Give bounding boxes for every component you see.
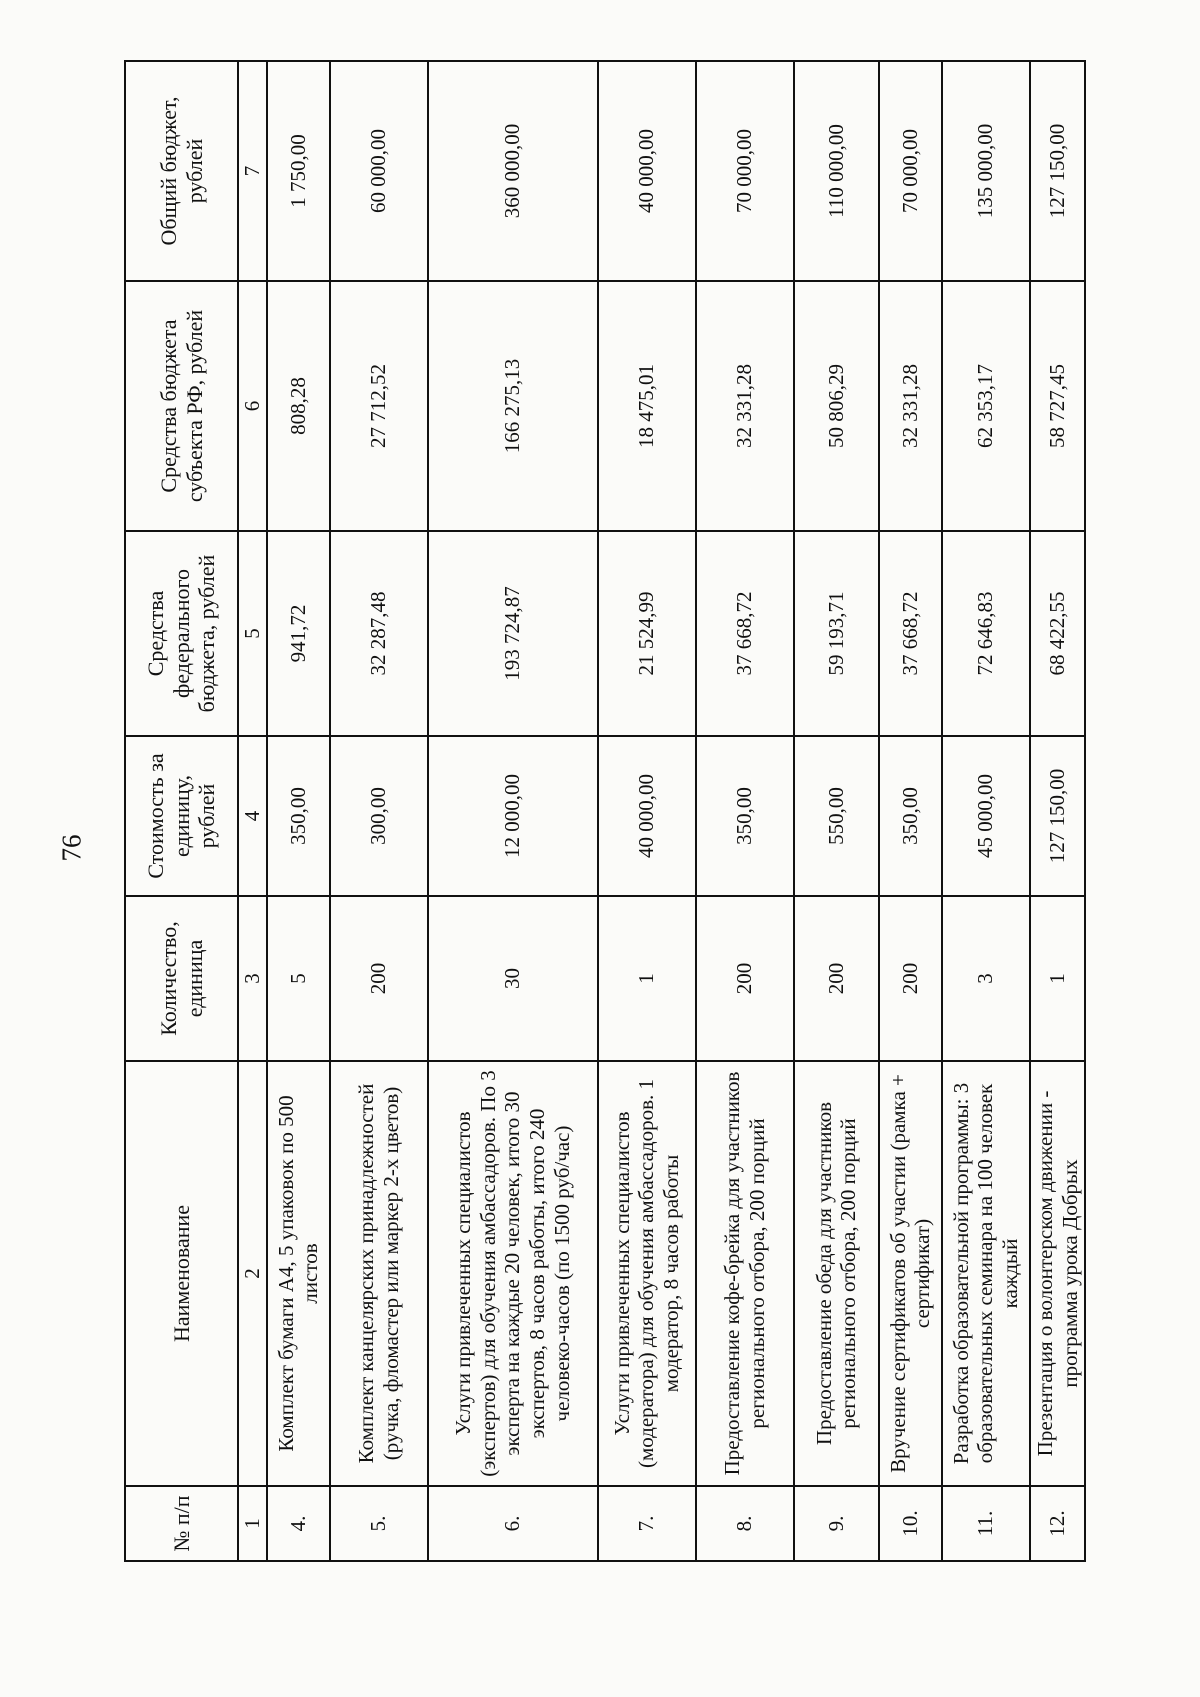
table-row bbox=[794, 61, 879, 1561]
column-number: 4 bbox=[238, 736, 267, 896]
row-unit-cost: 350,00 bbox=[267, 736, 330, 896]
row-regional: 27 712,52 bbox=[330, 281, 428, 531]
column-number: 2 bbox=[238, 1061, 267, 1486]
row-regional: 58 727,45 bbox=[1030, 281, 1086, 531]
row-num: 12. bbox=[1030, 1486, 1086, 1561]
row-unit-cost: 350,00 bbox=[696, 736, 794, 896]
row-total: 110 000,00 bbox=[794, 61, 879, 281]
row-qty: 1 bbox=[598, 896, 696, 1061]
row-federal: 941,72 bbox=[267, 531, 330, 736]
header-total: Общий бюджет, рублей bbox=[125, 61, 238, 281]
table-row bbox=[879, 61, 942, 1561]
page-number: 76 bbox=[56, 834, 87, 862]
table-row bbox=[1030, 61, 1086, 1561]
header-federal: Средства федерального бюджета, рублей bbox=[125, 531, 238, 736]
column-number: 6 bbox=[238, 281, 267, 531]
row-unit-cost: 12 000,00 bbox=[428, 736, 598, 896]
row-regional: 166 275,13 bbox=[428, 281, 598, 531]
row-total: 60 000,00 bbox=[330, 61, 428, 281]
row-qty: 3 bbox=[942, 896, 1030, 1061]
row-name: Предоставление кофе-брейка для участников регионального отбора, 200 порций bbox=[696, 1061, 794, 1486]
row-federal: 37 668,72 bbox=[696, 531, 794, 736]
row-federal: 193 724,87 bbox=[428, 531, 598, 736]
table-row bbox=[598, 61, 696, 1561]
row-num: 11. bbox=[942, 1486, 1030, 1561]
row-num: 4. bbox=[267, 1486, 330, 1561]
row-num: 5. bbox=[330, 1486, 428, 1561]
header-unit-cost: Стоимость за единицу, рублей bbox=[125, 736, 238, 896]
row-total: 360 000,00 bbox=[428, 61, 598, 281]
row-regional: 32 331,28 bbox=[696, 281, 794, 531]
row-qty: 5 bbox=[267, 896, 330, 1061]
row-name: Презентация о волонтерском движении - программа урока Добрых bbox=[1030, 1061, 1086, 1486]
row-name: Разработка образовательной программы: 3 образовательных семинара на 100 человек каждый bbox=[942, 1061, 1030, 1486]
column-number-row bbox=[238, 61, 267, 1561]
row-qty: 200 bbox=[879, 896, 942, 1061]
header-name: Наименование bbox=[125, 1061, 238, 1486]
row-total: 70 000,00 bbox=[696, 61, 794, 281]
row-qty: 1 bbox=[1030, 896, 1086, 1061]
row-total: 1 750,00 bbox=[267, 61, 330, 281]
row-federal: 21 524,99 bbox=[598, 531, 696, 736]
row-name: Предоставление обеда для участников регионального отбора, 200 порций bbox=[794, 1061, 879, 1486]
table-row bbox=[696, 61, 794, 1561]
row-name: Комплект бумаги А4, 5 упаковок по 500 листов bbox=[267, 1061, 330, 1486]
row-name: Комплект канцелярских принадлежностей (ручка, фломастер или маркер 2-х цветов) bbox=[330, 1061, 428, 1486]
row-unit-cost: 45 000,00 bbox=[942, 736, 1030, 896]
row-federal: 37 668,72 bbox=[879, 531, 942, 736]
header-regional: Средства бюджета субъекта РФ, рублей bbox=[125, 281, 238, 531]
row-num: 6. bbox=[428, 1486, 598, 1561]
row-regional: 18 475,01 bbox=[598, 281, 696, 531]
row-federal: 59 193,71 bbox=[794, 531, 879, 736]
row-num: 8. bbox=[696, 1486, 794, 1561]
budget-table bbox=[124, 60, 1086, 1562]
table-header-row bbox=[125, 61, 238, 1561]
header-num: № п/п bbox=[125, 1486, 238, 1561]
row-num: 10. bbox=[879, 1486, 942, 1561]
row-qty: 200 bbox=[794, 896, 879, 1061]
row-num: 7. bbox=[598, 1486, 696, 1561]
row-total: 70 000,00 bbox=[879, 61, 942, 281]
row-unit-cost: 550,00 bbox=[794, 736, 879, 896]
row-qty: 200 bbox=[330, 896, 428, 1061]
row-unit-cost: 300,00 bbox=[330, 736, 428, 896]
row-name: Вручение сертификатов об участии (рамка + сертификат) bbox=[879, 1061, 942, 1486]
table-row bbox=[330, 61, 428, 1561]
column-number: 5 bbox=[238, 531, 267, 736]
row-regional: 62 353,17 bbox=[942, 281, 1030, 531]
rotated-table-container bbox=[124, 62, 1082, 1562]
column-number: 1 bbox=[238, 1486, 267, 1561]
row-regional: 50 806,29 bbox=[794, 281, 879, 531]
row-unit-cost: 350,00 bbox=[879, 736, 942, 896]
row-unit-cost: 127 150,00 bbox=[1030, 736, 1086, 896]
table-row bbox=[267, 61, 330, 1561]
row-total: 127 150,00 bbox=[1030, 61, 1086, 281]
row-qty: 200 bbox=[696, 896, 794, 1061]
row-regional: 808,28 bbox=[267, 281, 330, 531]
row-regional: 32 331,28 bbox=[879, 281, 942, 531]
row-federal: 72 646,83 bbox=[942, 531, 1030, 736]
row-federal: 32 287,48 bbox=[330, 531, 428, 736]
row-name: Услуги привлеченных специалистов (экспертов) для обучения амбассадоров. По 3 эксперта на каждые 20 человек, итого 30 экспертов, 8 часов работы, итого 240 человеко-часов (по 1500 руб/час) bbox=[428, 1061, 598, 1486]
table-row bbox=[942, 61, 1030, 1561]
column-number: 3 bbox=[238, 896, 267, 1061]
row-unit-cost: 40 000,00 bbox=[598, 736, 696, 896]
row-total: 40 000,00 bbox=[598, 61, 696, 281]
row-name: Услуги привлеченных специалистов (модератора) для обучения амбассадоров. 1 модератор, 8 часов работы bbox=[598, 1061, 696, 1486]
table-row bbox=[428, 61, 598, 1561]
row-federal: 68 422,55 bbox=[1030, 531, 1086, 736]
row-qty: 30 bbox=[428, 896, 598, 1061]
row-total: 135 000,00 bbox=[942, 61, 1030, 281]
header-qty: Количество, единица bbox=[125, 896, 238, 1061]
row-num: 9. bbox=[794, 1486, 879, 1561]
column-number: 7 bbox=[238, 61, 267, 281]
